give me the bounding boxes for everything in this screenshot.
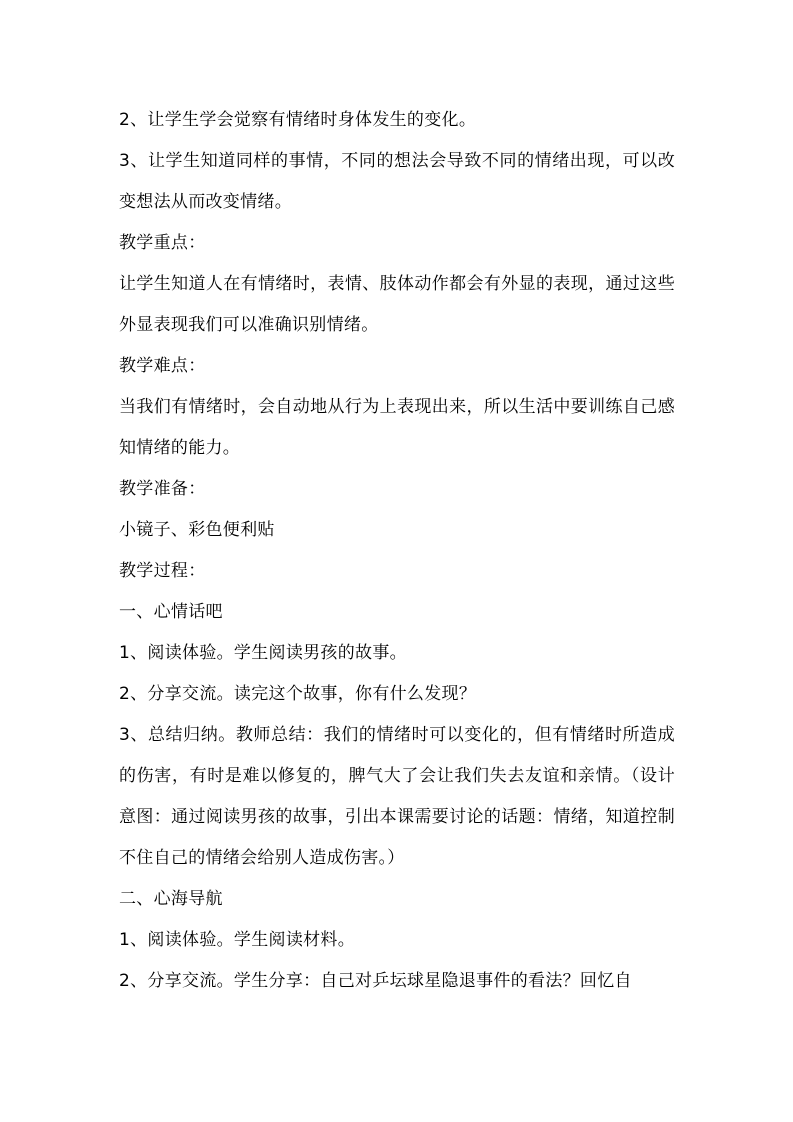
section-1-step-3: 3、总结归纳。教师总结：我们的情绪时可以变化的，但有情绪时所造成的伤害，有时是难以修复的，脾气大了会让我们失去友谊和亲情。（设计意图：通过阅读男孩的故事，引出本课需要讨论的话题：情绪，知道控制不住自己的情绪会给别人造成伤害。） [119, 725, 675, 868]
objective-2: 2、让学生学会觉察有情绪时身体发生的变化。 [119, 110, 477, 130]
section-1-step-2: 2、分享交流。读完这个故事，你有什么发现？ [119, 684, 477, 704]
heading-process: 教学过程： [119, 561, 206, 581]
objective-3: 3、让学生知道同样的事情，不同的想法会导致不同的情绪出现，可以改变想法从而改变情绪。 [119, 151, 675, 212]
heading-preparation: 教学准备： [119, 479, 206, 499]
section-1-title: 一、心情话吧 [119, 602, 223, 622]
preparation-text: 小镜子、彩色便利贴 [119, 520, 275, 540]
section-2-step-2: 2、分享交流。学生分享：自己对乒坛球星隐退事件的看法？回忆自 [119, 971, 632, 991]
section-2-title: 二、心海导航 [119, 889, 223, 909]
key-points-text: 让学生知道人在有情绪时，表情、肢体动作都会有外显的表现，通过这些外显表现我们可以准确识别情绪。 [119, 274, 675, 335]
heading-key-points: 教学重点： [119, 233, 206, 253]
heading-difficulties: 教学难点： [119, 356, 206, 376]
section-1-step-1: 1、阅读体验。学生阅读男孩的故事。 [119, 643, 407, 663]
difficulties-text: 当我们有情绪时，会自动地从行为上表现出来，所以生活中要训练自己感知情绪的能力。 [119, 397, 675, 458]
document-body [119, 100, 675, 1002]
section-2-step-1: 1、阅读体验。学生阅读材料。 [119, 930, 356, 950]
